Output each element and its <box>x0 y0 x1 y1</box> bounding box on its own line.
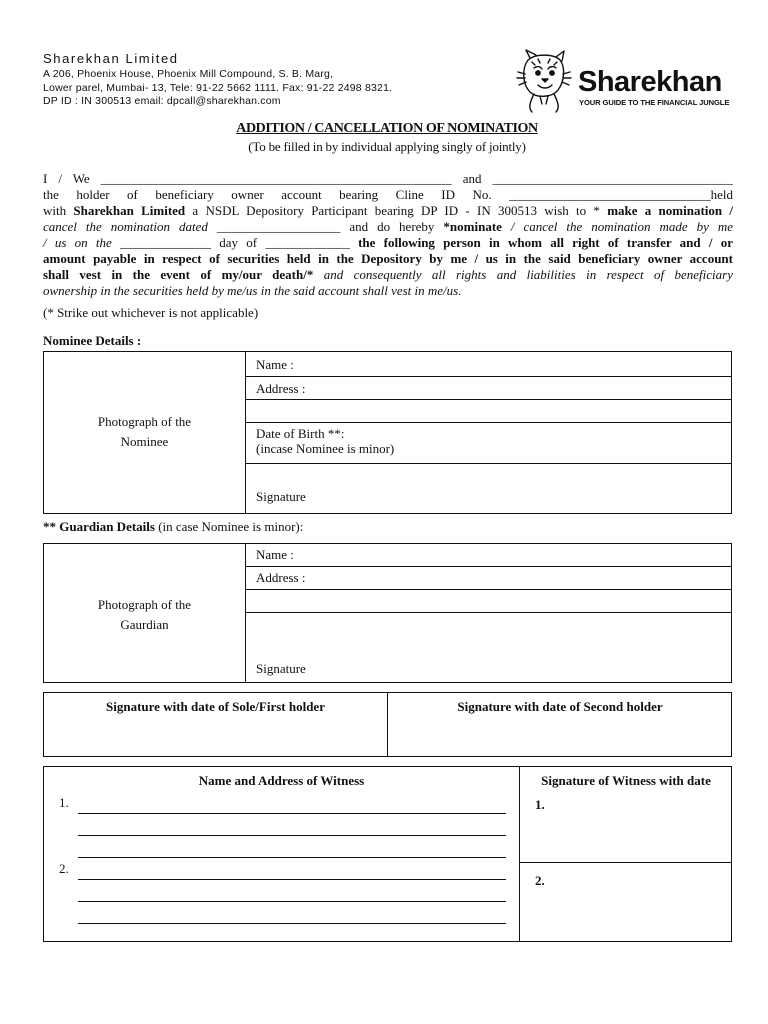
declaration-line-7: shall vest in the event of my/our death/* and consequently all rights and liabilities in respect of beneficiary <box>43 267 733 282</box>
company-address-line-1: A 206, Phoenix House, Phoenix Mill Compound, S. B. Marg, <box>43 68 334 80</box>
witness-2-line-3[interactable] <box>78 923 506 924</box>
nominee-dob-field[interactable]: Date of Birth **: (incase Nominee is minor) <box>256 426 395 456</box>
declaration-line-8: ownership in the securities held by me/us in the said account shall vest in me/us. <box>43 283 462 298</box>
nomination-date-blank[interactable]: ___________________ <box>207 219 350 234</box>
first-holder-signature-field[interactable]: Signature with date of Sole/First holder <box>106 699 325 714</box>
guardian-address-field[interactable]: Address : <box>256 570 306 585</box>
strike-out-note: (* Strike out whichever is not applicable) <box>43 305 259 320</box>
witness-1-line-3[interactable] <box>78 857 506 858</box>
witness-2-signature-field[interactable]: 2. <box>535 873 545 888</box>
form-title: ADDITION / CANCELLATION OF NOMINATION <box>236 121 538 136</box>
guardian-divider <box>245 543 246 683</box>
nominee-address-field[interactable]: Address : <box>256 381 306 396</box>
declaration-line-1: I / We ______________________________________________________ and _____________________________________ <box>43 171 733 186</box>
brand-tagline: YOUR GUIDE TO THE FINANCIAL JUNGLE <box>579 98 730 107</box>
company-name: Sharekhan Limited <box>43 51 179 66</box>
guardian-address-line-2-field[interactable] <box>256 593 726 609</box>
month-blank[interactable]: _____________ <box>257 235 359 250</box>
nominee-signature-field[interactable]: Signature <box>256 489 306 504</box>
declaration-line-6: amount payable in respect of securities held in the Depository by me / us in the said beneficiary owner account <box>43 251 733 266</box>
witness-1-line-2[interactable] <box>78 835 506 836</box>
guardian-name-field[interactable]: Name : <box>256 547 294 562</box>
declaration-line-3: with Sharekhan Limited a NSDL Depository Participant bearing DP ID - IN 300513 wish to * make a nomination / <box>43 203 734 218</box>
witness-1-signature-field[interactable]: 1. <box>535 797 545 812</box>
witness-signature-heading: Signature of Witness with date <box>541 773 711 788</box>
nominee-name-field[interactable]: Name : <box>256 357 294 372</box>
tiger-mascot-icon <box>512 48 578 114</box>
witness-2-number: 2. <box>59 861 69 876</box>
nominee-photo-label: Photograph of the <box>97 414 192 429</box>
witness-box <box>43 766 732 942</box>
holder-1-name-blank[interactable]: ______________________________________________________ <box>100 171 452 186</box>
client-id-blank[interactable]: _______________________________ <box>509 187 711 202</box>
witness-2-line-1[interactable] <box>78 879 506 880</box>
witness-1-line-1[interactable] <box>78 813 506 814</box>
witness-divider <box>519 766 520 942</box>
witness-name-address-heading: Name and Address of Witness <box>198 773 365 788</box>
holder-2-name-blank[interactable]: _____________________________________ <box>492 171 733 186</box>
guardian-photo-area[interactable]: Photograph of the Gaurdian <box>44 595 245 635</box>
second-holder-signature-field[interactable]: Signature with date of Second holder <box>457 699 663 714</box>
nominee-photo-area[interactable]: Photograph of the Nominee <box>44 412 245 452</box>
company-contact-line: DP ID : IN 300513 email: dpcall@sharekhan.com <box>43 95 281 107</box>
declaration-line-2: the holder of beneficiary owner account bearing Cline ID No. _______________________________held <box>43 187 733 202</box>
witness-2-line-2[interactable] <box>78 901 506 902</box>
declaration-line-4: cancel the nomination dated ___________________ and do hereby *nominate / cancel the nomination made by me <box>43 219 734 234</box>
form-subtitle: (To be filled in by individual applying singly of jointly) <box>248 139 526 154</box>
witness-1-number: 1. <box>59 795 69 810</box>
brand-name: Sharekhan <box>578 66 722 98</box>
company-address-line-2: Lower parel, Mumbai- 13, Tele: 91-22 5662 1111. Fax: 91-22 2498 8321. <box>43 82 393 94</box>
guardian-details-heading: ** Guardian Details (in case Nominee is minor): <box>43 519 304 534</box>
guardian-photo-label: Photograph of the <box>97 597 192 612</box>
nominee-address-line-2-field[interactable] <box>256 403 726 419</box>
nominee-details-heading: Nominee Details : <box>43 333 142 348</box>
declaration-paragraph <box>43 171 733 303</box>
guardian-signature-field[interactable]: Signature <box>256 661 306 676</box>
day-blank[interactable]: ______________ <box>111 235 220 250</box>
declaration-line-5: / us on the ______________ day of _____________ the following person in whom all right of transfer and / or <box>43 235 734 250</box>
